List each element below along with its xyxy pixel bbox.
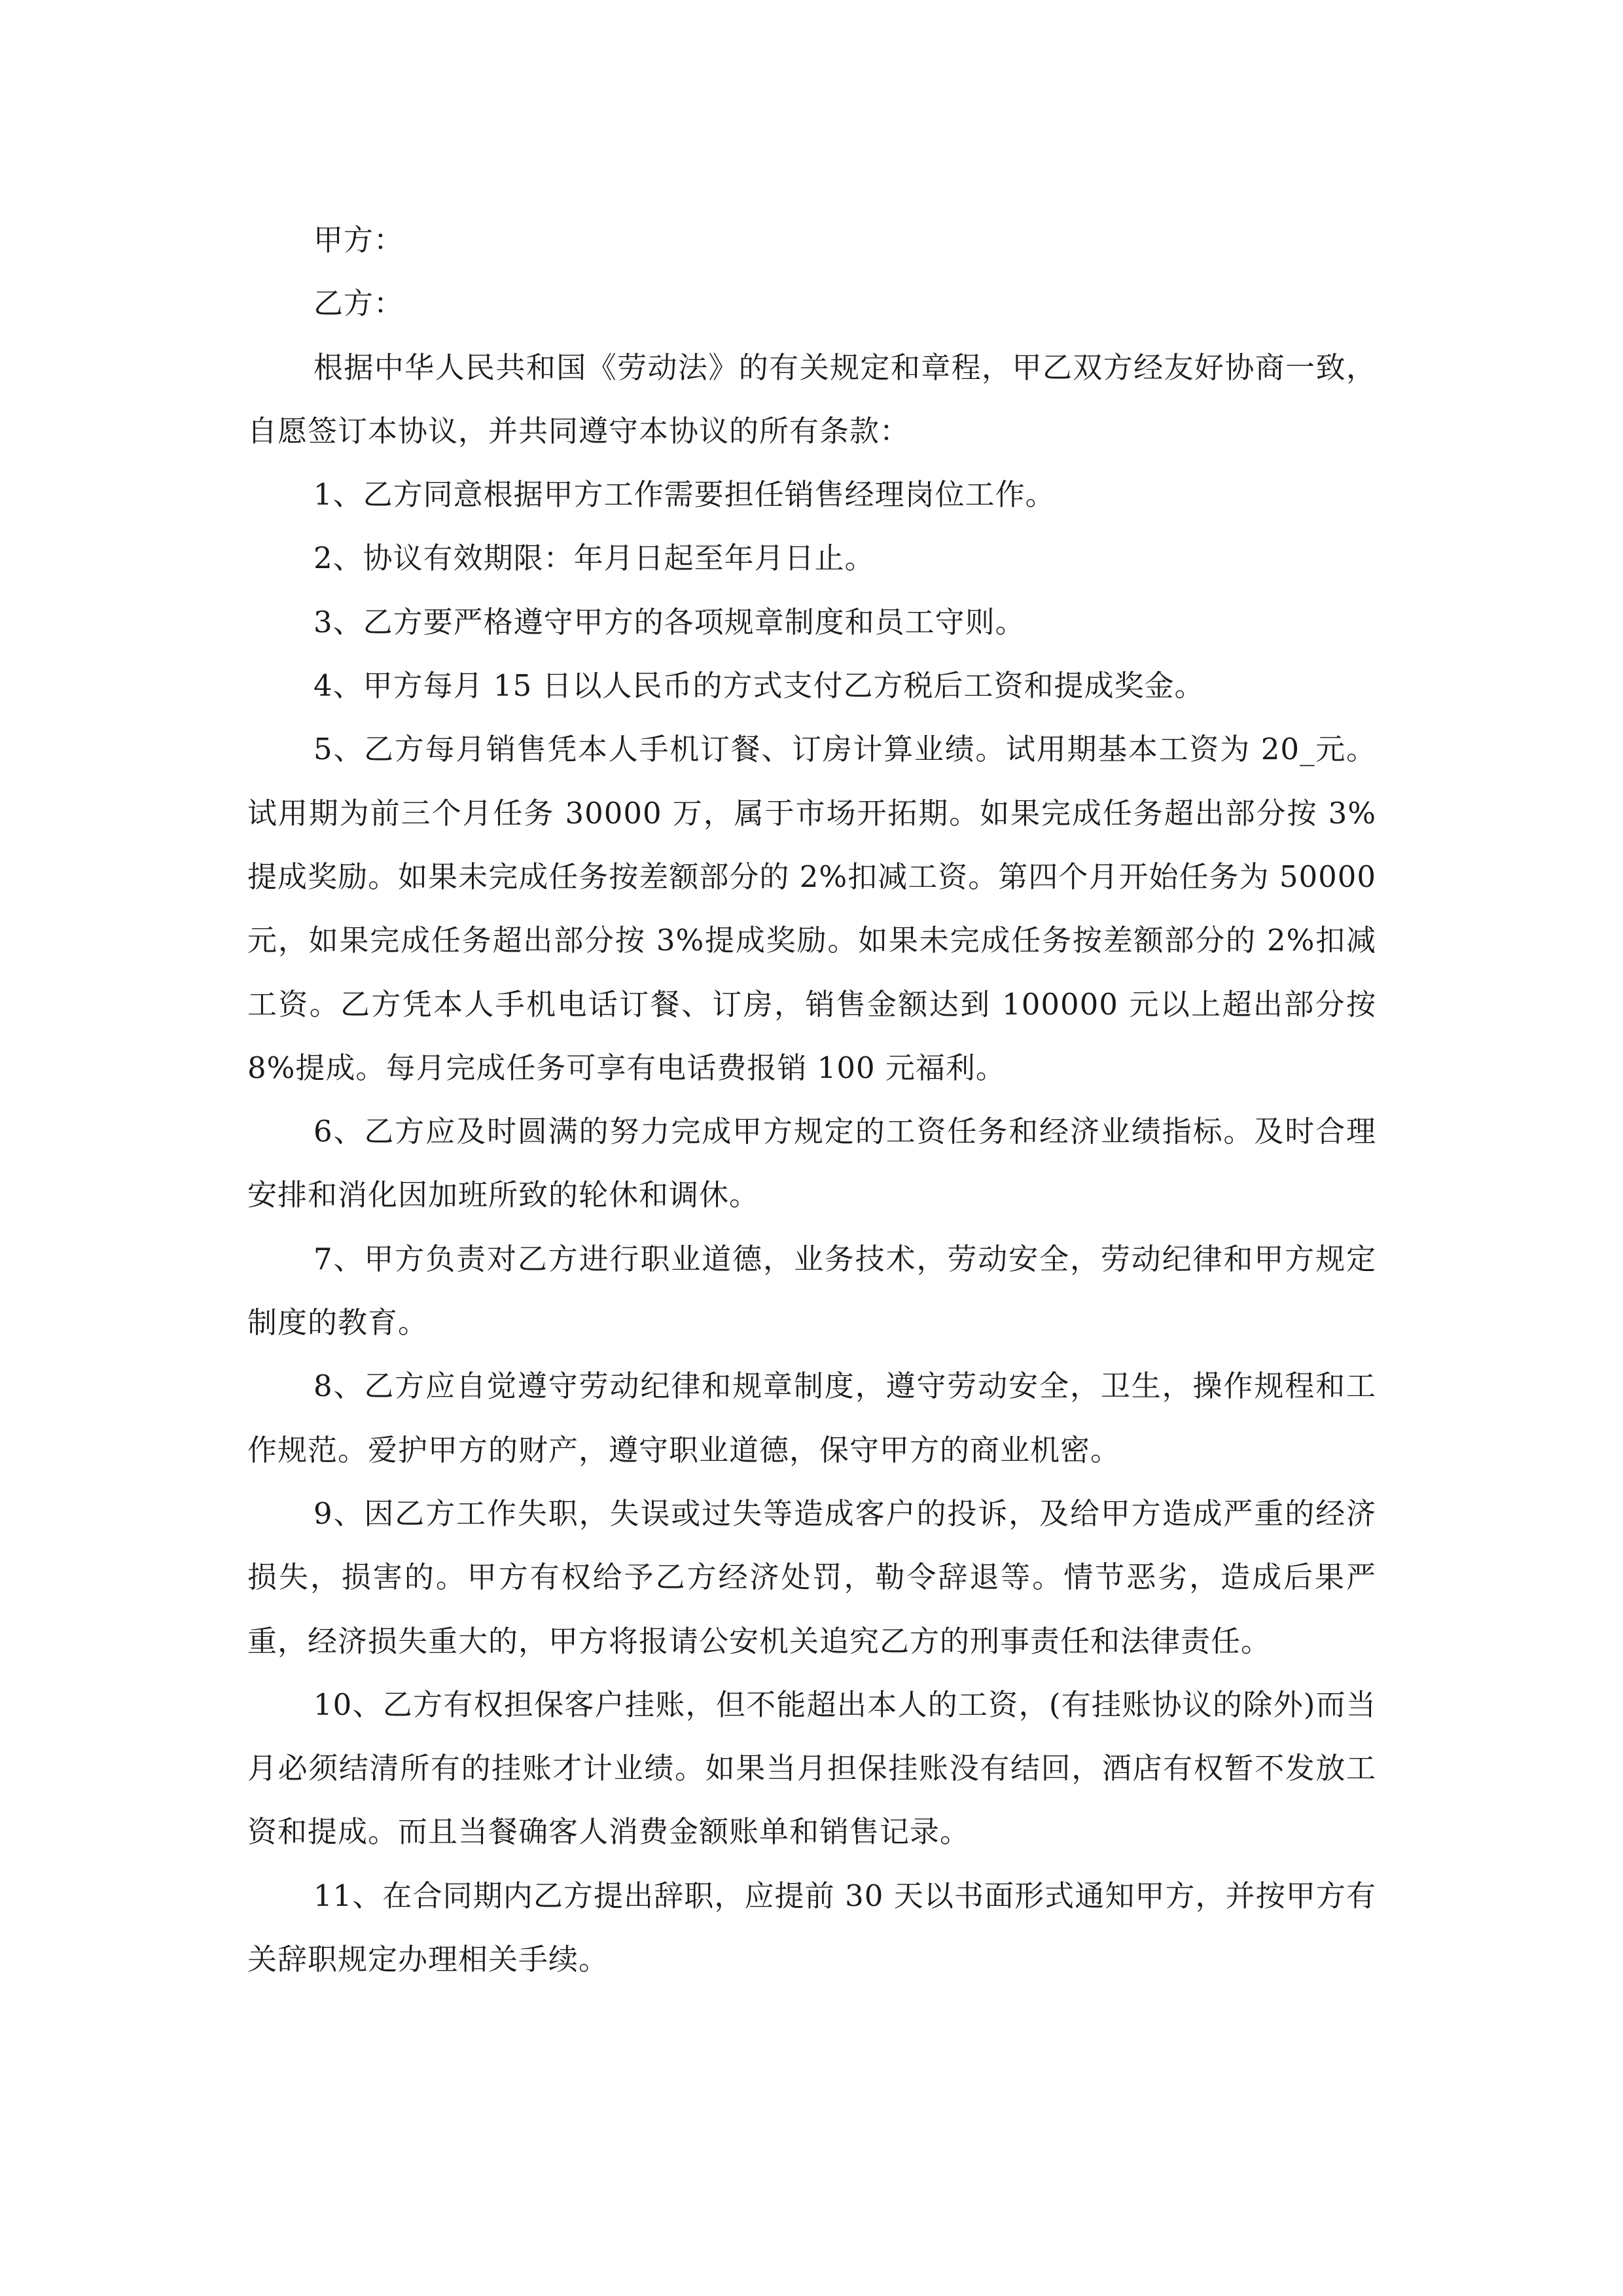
clause-5: 5、乙方每月销售凭本人手机订餐、订房计算业绩。试用期基本工资为 20_元。试用期为前三个月任务 30000 万，属于市场开拓期。如果完成任务超出部分按 3%提成奖励。如果未完成任务按差额部分的 2%扣减工资。第四个月开始任务为 50000 元，如果完成任务超出部分按 3%提成奖励。如果未完成任务按差额部分的 2%扣减工资。乙方凭本人手机电话订餐、订房，销售金额达到 100000 元以上超出部分按 8%提成。每月完成任务可享有电话费报销 100 元福利。 [247,732,1376,1085]
clause-7: 7、甲方负责对乙方进行职业道德，业务技术，劳动安全，劳动纪律和甲方规定制度的教育。 [247,1241,1376,1340]
clause-9: 9、因乙方工作失职，失误或过失等造成客户的投诉，及给甲方造成严重的经济损失，损害的。甲方有权给予乙方经济处罚，勒令辞退等。情节恶劣，造成后果严重，经济损失重大的，甲方将报请公安机关追究乙方的刑事责任和法律责任。 [247,1496,1376,1659]
clause-10: 10、乙方有权担保客户挂账，但不能超出本人的工资，(有挂账协议的除外)而当月必须结清所有的挂账才计业绩。如果当月担保挂账没有结回，酒店有权暂不发放工资和提成。而且当餐确客人消费金额账单和销售记录。 [247,1687,1376,1850]
clause-8: 8、乙方应自觉遵守劳动纪律和规章制度，遵守劳动安全，卫生，操作规程和工作规范。爱护甲方的财产，遵守职业道德，保守甲方的商业机密。 [247,1369,1376,1467]
clause-6: 6、乙方应及时圆满的努力完成甲方规定的工资任务和经济业绩指标。及时合理安排和消化因加班所致的轮休和调休。 [247,1114,1376,1213]
preamble-paragraph: 根据中华人民共和国《劳动法》的有关规定和章程，甲乙双方经友好协商一致，自愿签订本协议，并共同遵守本协议的所有条款： [247,350,1376,448]
party-a-line: 甲方： [313,223,404,257]
clause-1: 1、乙方同意根据甲方工作需要担任销售经理岗位工作。 [313,477,1056,512]
clause-3: 3、乙方要严格遵守甲方的各项规章制度和员工守则。 [313,604,1026,639]
clause-2: 2、协议有效期限：年月日起至年月日止。 [313,541,875,576]
document-body [247,208,1376,1991]
clause-11: 11、在合同期内乙方提出辞职，应提前 30 天以书面形式通知甲方，并按甲方有关辞职规定办理相关手续。 [247,1878,1376,1977]
clause-4: 4、甲方每月 15 日以人民币的方式支付乙方税后工资和提成奖金。 [313,668,1205,704]
party-b-line: 乙方： [313,286,404,321]
